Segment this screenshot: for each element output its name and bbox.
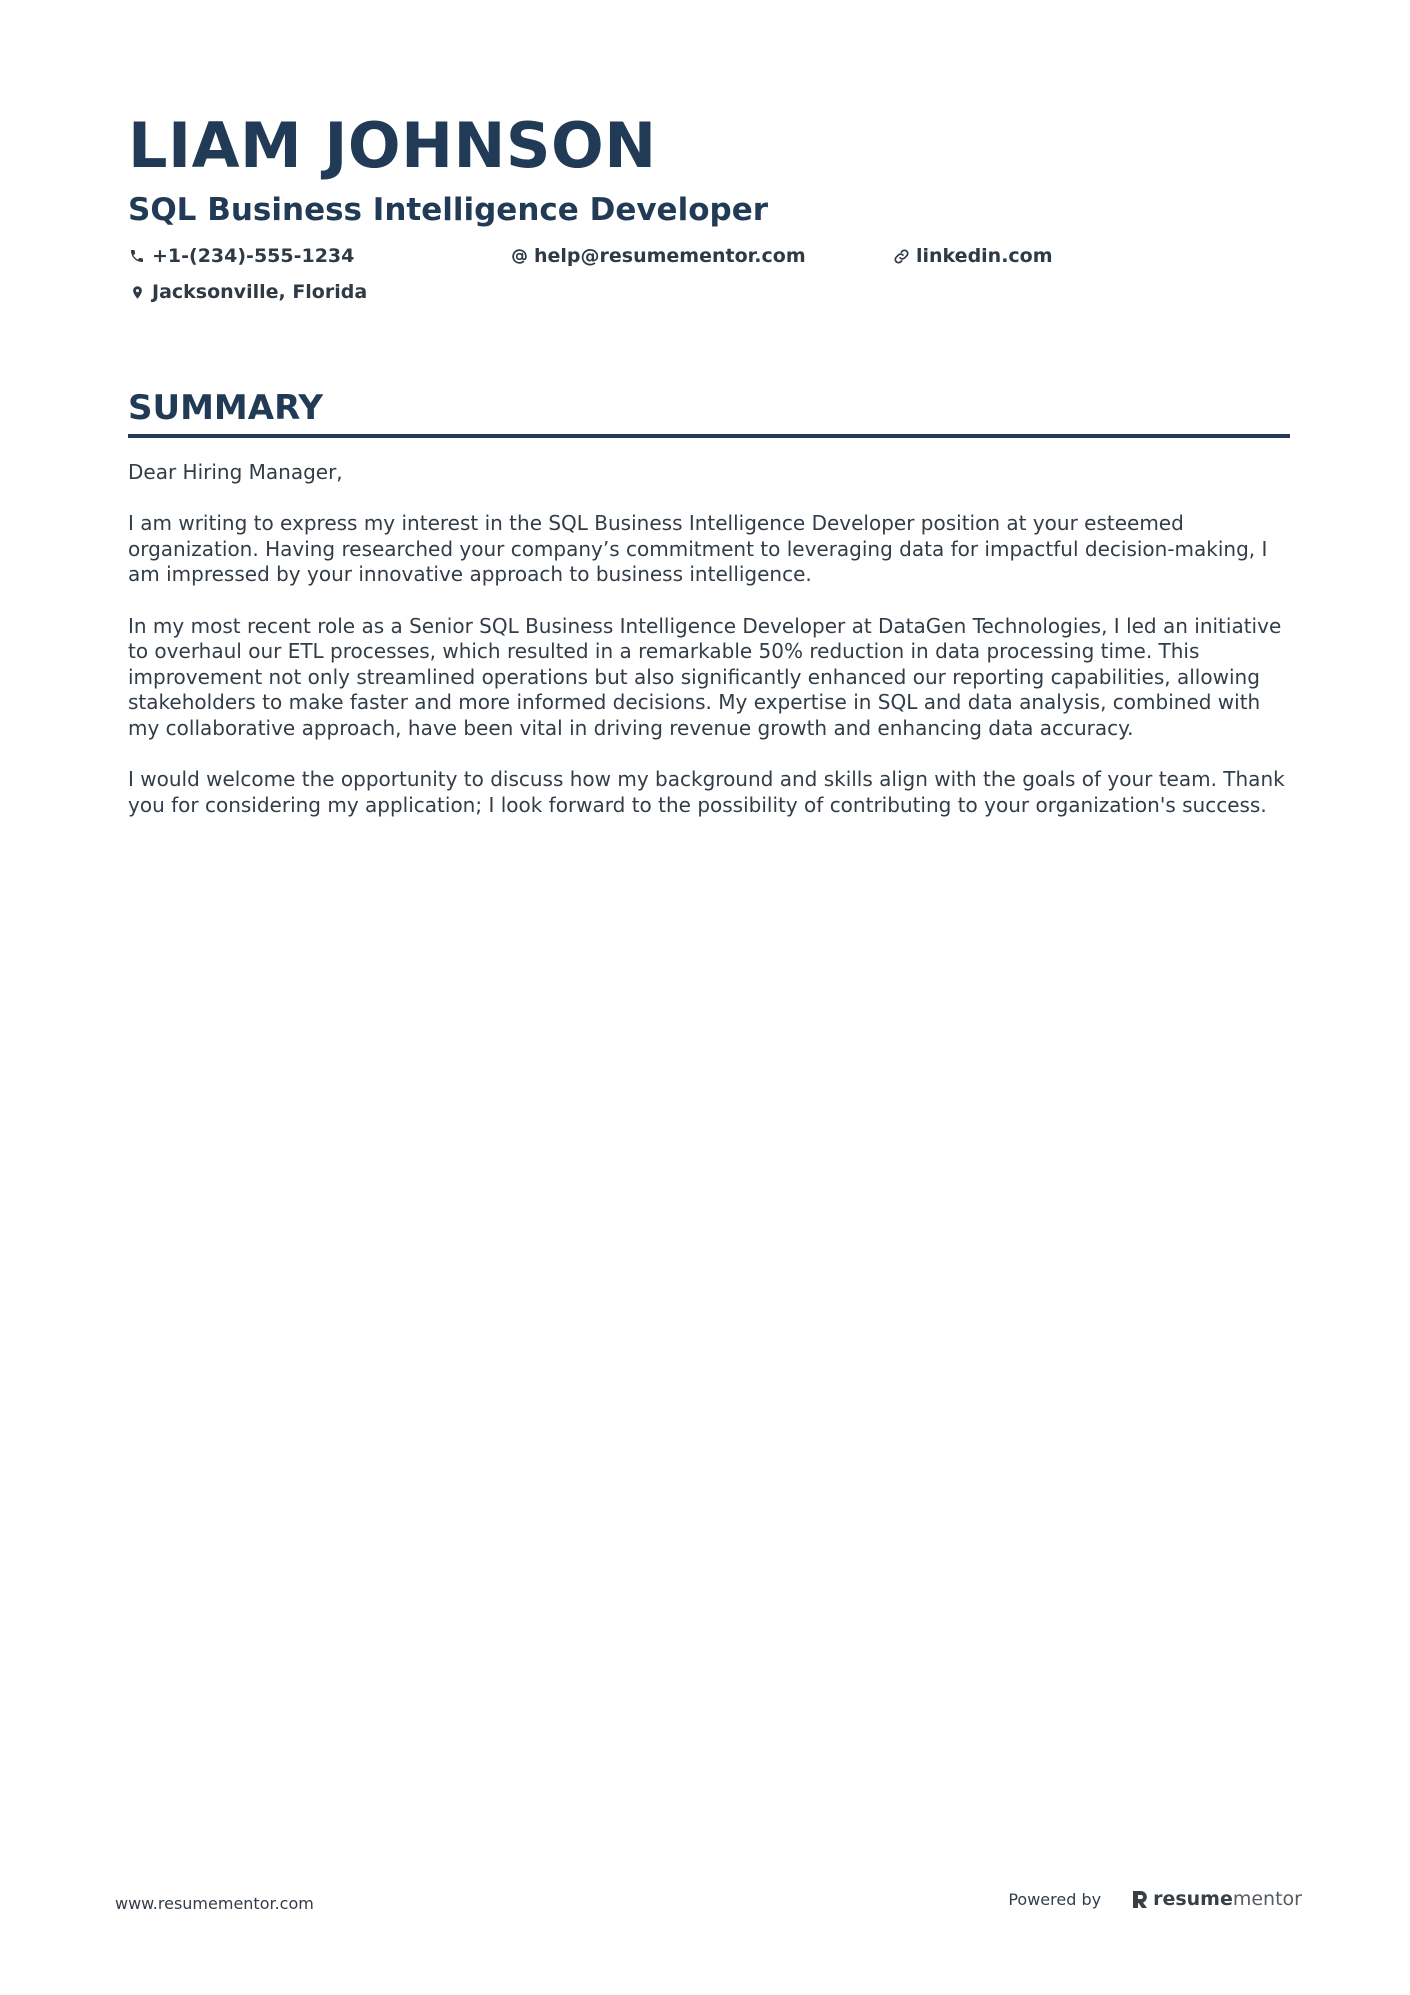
email-text: help@resumementor.com [534,245,806,267]
salutation: Dear Hiring Manager, [128,460,343,484]
paragraph-1: I am writing to express my interest in the SQL Business Intelligence Developer position at your esteemed organization. Having researched your company’s commitment to leveraging data for impactful decision-making, I am impressed by your innovative approach to business intelligence. [128,511,1268,587]
resumementor-logo-icon [1131,1889,1149,1909]
map-pin-icon [128,283,146,301]
link-icon [892,247,910,265]
paragraph-3: I would welcome the opportunity to discuss how my background and skills align with the goals of your team. Thank you for considering my application; I look forward to the possibility of contributing to your organization's success. [128,767,1285,817]
footer-website[interactable]: www.resumementor.com [115,1894,314,1913]
summary-section [128,386,1290,844]
job-title: SQL Business Intelligence Developer [128,192,769,228]
footer-branding [1008,1888,1302,1910]
brand-logo[interactable] [1131,1888,1302,1910]
at-icon [510,247,528,265]
link-text: linkedin.com [916,245,1053,267]
contact-email [510,242,806,270]
contact-phone [128,242,354,270]
brand-name-part1: resume [1153,1888,1233,1910]
brand-name-part2: mentor [1232,1888,1302,1910]
location-text: Jacksonville, Florida [152,281,368,303]
section-divider [128,434,1290,438]
phone-icon [128,247,146,265]
header [128,108,1288,318]
section-title: SUMMARY [128,388,324,428]
contact-link [892,242,1053,270]
phone-text: +1-(234)-555-1234 [152,245,355,267]
contact-location [128,278,367,306]
candidate-name: LIAM JOHNSON [128,109,657,182]
letter-body [128,460,1290,818]
paragraph-2: In my most recent role as a Senior SQL Business Intelligence Developer at DataGen Technologies, I led an initiative to overhaul our ETL processes, which resulted in a remarkable 50% reduction in data processing time. This improvement not only streamlined operations but also significantly enhanced our reporting capabilities, allowing stakeholders to make faster and more informed decisions. My expertise in SQL and data analysis, combined with my collaborative approach, have been vital in driving revenue growth and enhancing data accuracy. [128,613,1282,740]
contact-info [128,242,1288,318]
powered-by-label: Powered by [1008,1889,1102,1909]
